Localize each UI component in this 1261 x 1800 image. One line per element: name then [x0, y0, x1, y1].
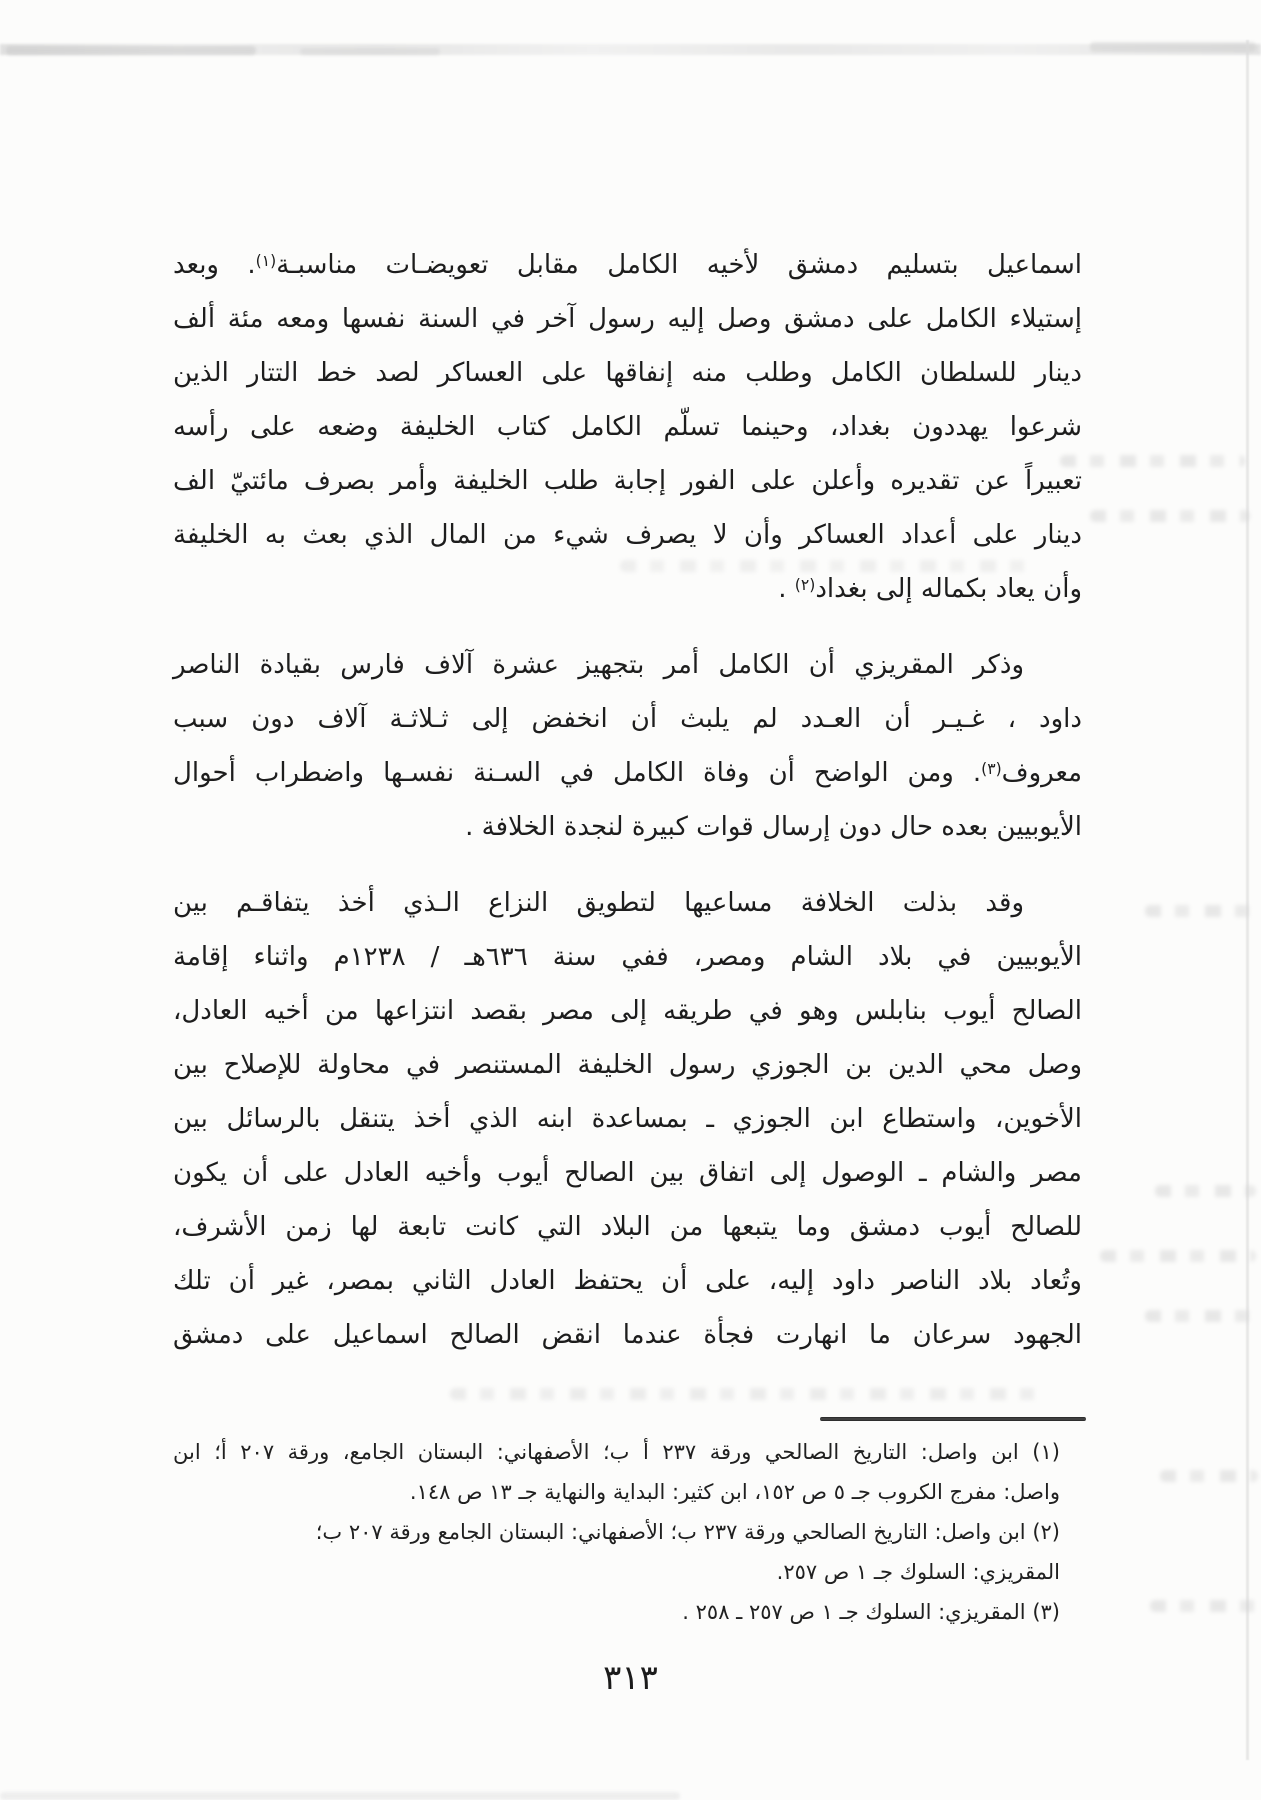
footnote-line: (١) ابن واصل: التاريخ الصالحي ورقة ٢٣٧ أ ب؛ الأصفهاني: البستان الجامع، ورقة ٢٠٧ أ؛ ابن: [173, 1440, 1060, 1464]
footnotes-separator: [820, 1417, 1086, 1421]
body-line: تعبيراً عن تقديره وأعلن على الفور إجابة طلب الخليفة وأمر بصرف مائتيّ الف: [173, 466, 1082, 496]
body-line: الأخوين، واستطاع ابن الجوزي ـ بمساعدة ابنه الذي أخذ يتنقل بالرسائل بين: [173, 1104, 1082, 1134]
bleed-through-text: [1155, 1185, 1256, 1197]
footnote-2: [173, 1512, 1060, 1592]
footnote-ref-2: (٢): [794, 575, 816, 594]
line-text: اسماعيل بتسليم دمشق لأخيه الكامل مقابل تعويضـات مناسبـة: [276, 250, 1083, 280]
scan-artifact-smudge: [300, 48, 440, 55]
line-text: .: [778, 574, 795, 604]
footnote-line: (٢) ابن واصل: التاريخ الصالحي ورقة ٢٣٧ ب؛ الأصفهاني: البستان الجامع ورقة ٢٠٧ ب؛: [315, 1520, 1060, 1544]
bleed-through-text: [1150, 1600, 1258, 1612]
bleed-through-text: [450, 1388, 1040, 1400]
body-line: [173, 562, 1082, 616]
footnote-line: واصل: مفرج الكروب جـ ٥ ص ١٥٢، ابن كثير: البداية والنهاية جـ ١٣ ص ١٤٨.: [409, 1480, 1060, 1504]
scan-artifact-smudge: [1090, 42, 1256, 52]
body-line: الجهود سرعان ما انهارت فجأة عندما انقض الصالح اسماعيل على دمشق: [173, 1320, 1082, 1350]
body-line: داود ، غـيـر أن العـدد لم يلبث أن انخفض إلى ثـلاثـة آلاف دون سبب: [173, 704, 1082, 734]
footnote-ref-3: (٣): [981, 759, 1002, 778]
line-text: . ومن الواضح أن وفاة الكامل في السـنة نفسـها واضطراب أحوال: [173, 758, 982, 788]
scan-artifact-smudge: [0, 1792, 680, 1800]
bleed-through-text: [1060, 455, 1245, 467]
body-line: الأيوبيين بعده حال دون إرسال قوات كبيرة لنجدة الخلافة .: [465, 812, 1082, 842]
scan-artifact-page-edge: [1246, 40, 1249, 1760]
footnote-1: [173, 1432, 1060, 1512]
bleed-through-text: [1145, 1310, 1256, 1322]
page-number: ٣١٣: [603, 1658, 658, 1698]
bleed-through-text: [1100, 1250, 1256, 1262]
paragraph-3: [173, 876, 1082, 1362]
body-line: دينار للسلطان الكامل وطلب منه إنفاقها على العساكر لصد خط التتار الذين: [173, 358, 1082, 388]
bleed-through-text: [1090, 510, 1250, 522]
line-text: وأن يعاد بكماله إلى بغداد: [815, 574, 1082, 604]
footnotes: [173, 1432, 1060, 1632]
body-line: مصر والشام ـ الوصول إلى اتفاق بين الصالح أيوب وأخيه العادل على أن يكون: [173, 1158, 1082, 1188]
body-line: وتُعاد بلاد الناصر داود إليه، على أن يحتفظ العادل الثاني بمصر، غير أن تلك: [173, 1266, 1082, 1296]
paragraph-2: [173, 638, 1082, 854]
body-line: وذكر المقريزي أن الكامل أمر بتجهيز عشرة آلاف فارس بقيادة الناصر: [173, 650, 1024, 680]
body-line: [173, 238, 1082, 292]
body-text: [173, 238, 1082, 1362]
body-line: إستيلاء الكامل على دمشق وصل إليه رسول آخر في السنة نفسها ومعه مئة ألف: [173, 304, 1082, 334]
body-line: [173, 746, 1082, 800]
footnote-line: المقريزي: السلوك جـ ١ ص ٢٥٧.: [776, 1560, 1060, 1584]
line-text: معروف: [1001, 758, 1082, 788]
bleed-through-text: [1145, 905, 1252, 917]
footnote-line: (٣) المقريزي: السلوك جـ ١ ص ٢٥٧ ـ ٢٥٨ .: [682, 1600, 1060, 1624]
body-line: الصالح أيوب بنابلس وهو في طريقه إلى مصر بقصد انتزاعها من أخيه العادل،: [173, 996, 1082, 1026]
body-line: دينار على أعداد العساكر وأن لا يصرف شيء من المال الذي بعث به الخليفة: [173, 520, 1082, 550]
body-line: الأيوبيين في بلاد الشام ومصر، ففي سنة ٦٣٦هـ / ١٢٣٨م واثناء إقامة: [173, 942, 1082, 972]
body-line: شرعوا يهددون بغداد، وحينما تسلّم الكامل كتاب الخليفة وضعه على رأسه: [173, 412, 1082, 442]
body-line: وقد بذلت الخلافة مساعيها لتطويق النزاع الـذي أخذ يتفاقـم بين: [173, 888, 1024, 918]
paragraph-1: [173, 238, 1082, 616]
footnote-ref-1: (١): [255, 251, 277, 270]
footnote-3: [173, 1592, 1060, 1632]
scan-artifact-smudge: [6, 46, 256, 55]
bleed-through-text: [1160, 1470, 1258, 1482]
body-line: وصل محي الدين بن الجوزي رسول الخليفة المستنصر في محاولة للإصلاح بين: [173, 1050, 1082, 1080]
line-text: . وبعد: [173, 250, 256, 280]
body-line: للصالح أيوب دمشق وما يتبعها من البلاد التي كانت تابعة لها زمن الأشرف،: [173, 1212, 1082, 1242]
